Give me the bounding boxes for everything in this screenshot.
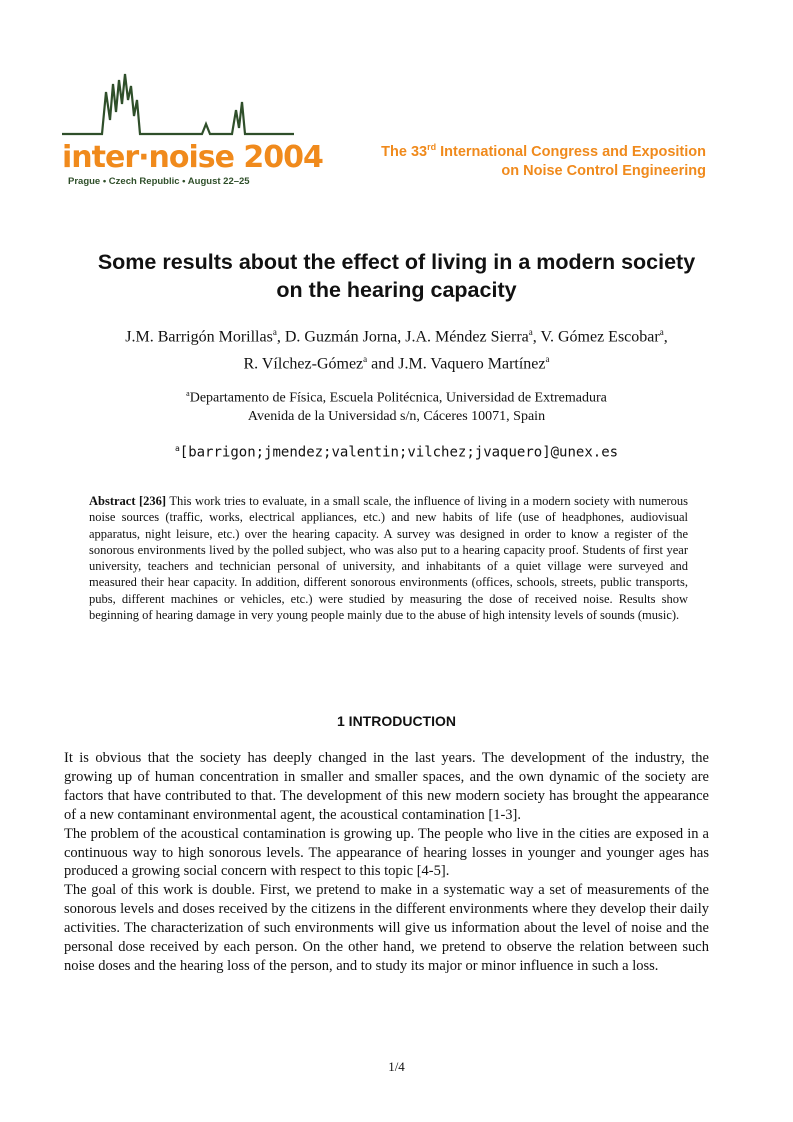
abstract-label: Abstract [236] bbox=[89, 494, 167, 508]
author-email: $^a$[barrigon;jmendez;valentin;vilchez;jvaquero]@unex.es bbox=[174, 444, 619, 461]
author-name: J.A. Méndez Sierra bbox=[405, 328, 529, 346]
paragraph: The problem of the acoustical contamination is growing up. The people who live in the cities are exposed in a continuous way to high sonorous levels. The appearance of hearing losses in younger and younger ages has produced a growing social concern with respect to this topic [4-5]. bbox=[64, 825, 709, 880]
logo-wordmark: inter·noise 2004 bbox=[62, 140, 323, 175]
logo-subtitle: Prague • Czech Republic • August 22–25 bbox=[68, 176, 250, 187]
page-number: 1/4 bbox=[388, 1059, 405, 1074]
author-name: D. Guzmán Jorna bbox=[284, 328, 398, 346]
congress-header bbox=[381, 138, 706, 181]
paragraph: The goal of this work is double. First, we pretend to make in a systematic way a set of measurements of the sonorous levels and doses received by the citizens in the different environments where they develop their daily activities. The characterization of such environments will give us information about the level of noise and the personal dose received by each person. On the other hand, we pretend to observe the relation between such noise doses and the hearing loss of the person, and to study its major or minor influence in such a loss. bbox=[64, 882, 709, 974]
author-name: J.M. Vaquero Martínez bbox=[398, 355, 546, 373]
author-name: J.M. Barrigón Morillas bbox=[125, 328, 273, 346]
author-list bbox=[40, 321, 753, 376]
author-name: R. Vílchez-Gómez bbox=[243, 355, 364, 373]
paragraph: It is obvious that the society has deeply changed in the last years. The development of the industry, the growing up of human concentration in smaller and smaller spaces, and the own dynamic of the society are factors that have contributed to that. The development of this new modern society has brought the appearance of a new contaminant environmental agent, the acoustical contamination [1-3]. bbox=[64, 750, 709, 823]
congress-line-1: The 33rd International Congress and Exposition bbox=[381, 142, 706, 160]
section-heading: 1 INTRODUCTION bbox=[337, 713, 456, 729]
author-name: V. Gómez Escobar bbox=[540, 328, 660, 346]
affiliation: $^a$Departamento de Física, Escuela Politécnica, Universidad de Extremadura Avenida de la Universidad s/n, Cáceres 10071, Spain bbox=[186, 389, 607, 424]
abstract-text: This work tries to evaluate, in a small scale, the influence of living in a modern society with numerous noise sources (traffic, works, electrical appliances, etc.) and new habits of life (use of headphones, audiovisual apparatus, night leisure, etc.) over the hearing capacity. A survey was designed in order to know a register of the sonorous environments lived by the polled subject, who was also put to a hearing capacity proof. Students of first year university, teachers and technician personal of university, and inhabitants of a quiet village were surveyed and measured their hear capacity. In addition, different sonorous environments (offices, schools, streets, public transports, pubs, different machines or vehicles, etc.) were studied by measuring the dose of received noise. Results show beginning of hearing damage in very young people mainly due to the abuse of high intensity levels of sounds (music). bbox=[89, 494, 688, 623]
author-line-1: J.M. Barrigón Morillas$^a$, D. Guzmán Jorna, J.A. Méndez Sierra$^a$, V. Gómez Escobar$^a$, bbox=[125, 327, 668, 346]
conference-logo bbox=[62, 72, 323, 194]
author-line-2: R. Vílchez-Gómez$^a$ and J.M. Vaquero Martínez$^a$ bbox=[243, 354, 550, 373]
congress-line-2: on Noise Control Engineering bbox=[501, 162, 706, 179]
introduction-body bbox=[64, 749, 709, 976]
abstract bbox=[89, 493, 688, 623]
paper-title: Some results about the effect of living in a modern society on the hearing capacity bbox=[97, 250, 696, 302]
skyline-graph-icon bbox=[62, 72, 294, 142]
